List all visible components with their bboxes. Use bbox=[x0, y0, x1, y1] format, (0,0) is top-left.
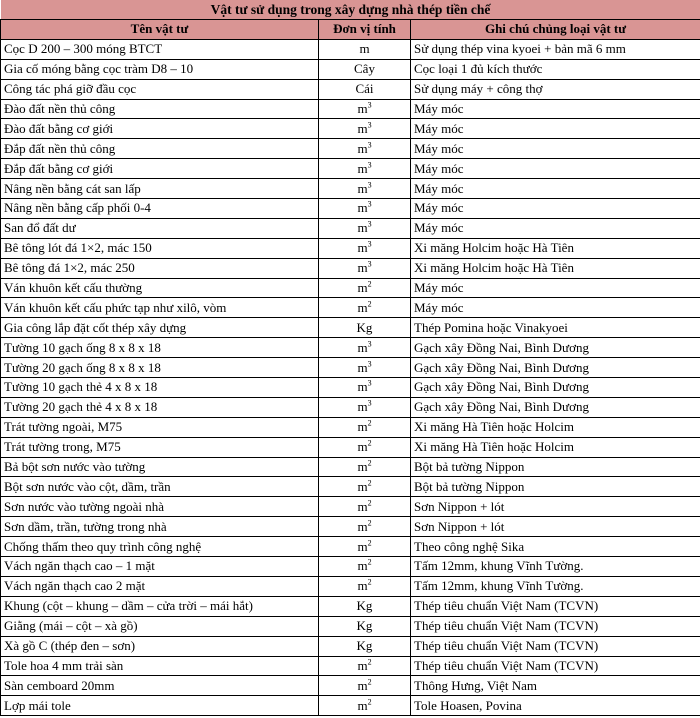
unit-cell bbox=[319, 477, 411, 497]
unit-exponent: 2 bbox=[367, 538, 372, 548]
material-name: Ván khuôn kết cấu thường bbox=[1, 278, 319, 298]
table-row bbox=[1, 258, 700, 278]
material-name: Gia cố móng bằng cọc tràm D8 – 10 bbox=[1, 59, 319, 79]
unit-exponent: 2 bbox=[367, 418, 372, 428]
material-note: Xi măng Holcim hoặc Hà Tiên bbox=[411, 258, 700, 278]
header-name: Tên vật tư bbox=[1, 20, 319, 40]
unit: m bbox=[357, 538, 368, 554]
unit: m bbox=[357, 518, 368, 534]
unit: m bbox=[357, 459, 368, 475]
material-note: Theo công nghệ Sika bbox=[411, 537, 700, 557]
material-name: Tường 10 gạch ống 8 x 8 x 18 bbox=[1, 338, 319, 358]
material-note: Máy móc bbox=[411, 298, 700, 318]
material-note: Máy móc bbox=[411, 119, 700, 139]
material-name: Đào đất bằng cơ giới bbox=[1, 119, 319, 139]
unit-exponent: 3 bbox=[367, 339, 372, 349]
material-name: Bột sơn nước vào cột, dầm, trần bbox=[1, 477, 319, 497]
unit: Kg bbox=[356, 319, 373, 335]
table-row bbox=[1, 199, 700, 219]
material-name: Trát tường ngoài, M75 bbox=[1, 417, 319, 437]
unit-exponent: 3 bbox=[367, 160, 372, 170]
unit: m bbox=[357, 677, 368, 693]
unit-cell bbox=[319, 656, 411, 676]
unit-exponent: 3 bbox=[367, 399, 372, 409]
unit: m bbox=[357, 120, 368, 136]
material-name: Công tác phá giỡ đầu cọc bbox=[1, 79, 319, 99]
table-row bbox=[1, 636, 700, 656]
material-note: Sử dụng thép vina kyoei + bản mã 6 mm bbox=[411, 39, 700, 59]
unit-cell bbox=[319, 636, 411, 656]
material-name: Xà gồ C (thép đen – sơn) bbox=[1, 636, 319, 656]
table-row bbox=[1, 218, 700, 238]
unit-cell bbox=[319, 417, 411, 437]
unit-exponent: 2 bbox=[367, 578, 372, 588]
unit: m bbox=[357, 478, 368, 494]
material-note: Cọc loại 1 đủ kích thước bbox=[411, 59, 700, 79]
header-note: Ghi chú chủng loại vật tư bbox=[411, 20, 700, 40]
unit: m bbox=[357, 140, 368, 156]
unit-exponent: 2 bbox=[367, 677, 372, 687]
material-note: Xi măng Holcim hoặc Hà Tiên bbox=[411, 238, 700, 258]
unit-cell bbox=[319, 159, 411, 179]
material-note: Sử dụng máy + công thợ bbox=[411, 79, 700, 99]
table-row bbox=[1, 298, 700, 318]
unit-cell bbox=[319, 397, 411, 417]
unit-exponent: 3 bbox=[367, 239, 372, 249]
unit-cell bbox=[319, 358, 411, 378]
material-note: Thép tiêu chuẩn Việt Nam (TCVN) bbox=[411, 656, 700, 676]
unit-exponent: 3 bbox=[367, 259, 372, 269]
material-name: Bê tông lót đá 1×2, mác 150 bbox=[1, 238, 319, 258]
material-name: Lợp mái tole bbox=[1, 696, 319, 716]
table-row bbox=[1, 318, 700, 338]
unit-cell bbox=[319, 39, 411, 59]
material-name: Bê tông đá 1×2, mác 250 bbox=[1, 258, 319, 278]
unit-exponent: 2 bbox=[367, 558, 372, 568]
unit-cell bbox=[319, 696, 411, 716]
unit-cell bbox=[319, 278, 411, 298]
unit-cell bbox=[319, 557, 411, 577]
unit-exponent: 3 bbox=[367, 200, 372, 210]
unit-cell bbox=[319, 497, 411, 517]
table-row bbox=[1, 39, 700, 59]
table-row bbox=[1, 358, 700, 378]
unit-exponent: 3 bbox=[367, 140, 372, 150]
material-note: Máy móc bbox=[411, 179, 700, 199]
material-note: Bột bả tường Nippon bbox=[411, 477, 700, 497]
material-note: Gạch xây Đồng Nai, Bình Dương bbox=[411, 338, 700, 358]
unit: m bbox=[357, 260, 368, 276]
unit-cell bbox=[319, 218, 411, 238]
unit-cell bbox=[319, 338, 411, 358]
table-row bbox=[1, 179, 700, 199]
table-row bbox=[1, 497, 700, 517]
unit-cell bbox=[319, 616, 411, 636]
unit-exponent: 2 bbox=[367, 438, 372, 448]
header-unit: Đơn vị tính bbox=[319, 20, 411, 40]
unit-cell bbox=[319, 119, 411, 139]
unit: m bbox=[357, 498, 368, 514]
unit-exponent: 3 bbox=[367, 120, 372, 130]
unit-exponent: 2 bbox=[367, 657, 372, 667]
unit-exponent: 2 bbox=[367, 518, 372, 528]
material-name: Vách ngăn thạch cao – 1 mặt bbox=[1, 557, 319, 577]
material-note: Thông Hưng, Việt Nam bbox=[411, 676, 700, 696]
material-note: Thép tiêu chuẩn Việt Nam (TCVN) bbox=[411, 636, 700, 656]
unit-cell bbox=[319, 238, 411, 258]
material-note: Máy móc bbox=[411, 139, 700, 159]
material-note: Gạch xây Đồng Nai, Bình Dương bbox=[411, 358, 700, 378]
table-row bbox=[1, 99, 700, 119]
material-name: Ván khuôn kết cấu phức tạp như xilô, vòm bbox=[1, 298, 319, 318]
material-name: Tường 20 gạch ống 8 x 8 x 18 bbox=[1, 358, 319, 378]
material-name: Tường 10 gạch thẻ 4 x 8 x 18 bbox=[1, 378, 319, 398]
material-note: Máy móc bbox=[411, 199, 700, 219]
unit-exponent: 2 bbox=[367, 279, 372, 289]
table-row bbox=[1, 79, 700, 99]
table-row bbox=[1, 417, 700, 437]
unit-exponent: 2 bbox=[367, 299, 372, 309]
material-note: Bột bả tường Nippon bbox=[411, 457, 700, 477]
unit-cell bbox=[319, 378, 411, 398]
unit-exponent: 3 bbox=[367, 379, 372, 389]
unit: Kg bbox=[356, 618, 373, 634]
material-name: Giằng (mái – cột – xà gồ) bbox=[1, 616, 319, 636]
unit: m bbox=[357, 200, 368, 216]
table-row bbox=[1, 397, 700, 417]
unit-cell bbox=[319, 576, 411, 596]
unit-cell bbox=[319, 79, 411, 99]
unit-cell bbox=[319, 199, 411, 219]
table-row bbox=[1, 338, 700, 358]
material-note: Máy móc bbox=[411, 159, 700, 179]
table-row bbox=[1, 278, 700, 298]
material-name: Vách ngăn thạch cao 2 mặt bbox=[1, 576, 319, 596]
material-note: Tấm 12mm, khung Vĩnh Tường. bbox=[411, 576, 700, 596]
unit-cell bbox=[319, 258, 411, 278]
unit-exponent: 2 bbox=[367, 478, 372, 488]
unit-cell bbox=[319, 298, 411, 318]
table-row bbox=[1, 576, 700, 596]
unit-exponent: 2 bbox=[367, 498, 372, 508]
unit: m bbox=[357, 280, 368, 296]
table-row bbox=[1, 437, 700, 457]
unit: Cây bbox=[354, 61, 375, 77]
unit-exponent: 3 bbox=[367, 359, 372, 369]
material-name: Bả bột sơn nước vào tường bbox=[1, 457, 319, 477]
unit: Kg bbox=[356, 598, 373, 614]
table-row bbox=[1, 119, 700, 139]
material-note: Thép tiêu chuẩn Việt Nam (TCVN) bbox=[411, 596, 700, 616]
unit: Cái bbox=[355, 81, 374, 97]
unit-exponent: 2 bbox=[367, 458, 372, 468]
material-name: Đắp đất nền thủ công bbox=[1, 139, 319, 159]
material-name: Cọc D 200 – 300 móng BTCT bbox=[1, 39, 319, 59]
table-row bbox=[1, 616, 700, 636]
unit-cell bbox=[319, 59, 411, 79]
unit-exponent: 2 bbox=[367, 697, 372, 707]
table-row bbox=[1, 676, 700, 696]
unit-exponent: 3 bbox=[367, 220, 372, 230]
material-note: Sơn Nippon + lót bbox=[411, 497, 700, 517]
material-note: Thép Pomina hoặc Vinakyoei bbox=[411, 318, 700, 338]
table-row bbox=[1, 696, 700, 716]
unit: m bbox=[357, 439, 368, 455]
table-body bbox=[1, 39, 700, 715]
table-row bbox=[1, 477, 700, 497]
material-note: Thép tiêu chuẩn Việt Nam (TCVN) bbox=[411, 616, 700, 636]
material-note: Xi măng Hà Tiên hoặc Holcim bbox=[411, 437, 700, 457]
table-row bbox=[1, 59, 700, 79]
material-note: Máy móc bbox=[411, 218, 700, 238]
table-row bbox=[1, 378, 700, 398]
table-row bbox=[1, 596, 700, 616]
unit: m bbox=[357, 359, 368, 375]
material-name: Nâng nền bằng cát san lấp bbox=[1, 179, 319, 199]
material-name: Tole hoa 4 mm trải sàn bbox=[1, 656, 319, 676]
unit: m bbox=[357, 339, 368, 355]
material-note: Xi măng Hà Tiên hoặc Holcim bbox=[411, 417, 700, 437]
table-title: Vật tư sử dụng trong xây dựng nhà thép tiền chế bbox=[1, 0, 700, 20]
unit: m bbox=[357, 379, 368, 395]
unit: m bbox=[357, 657, 368, 673]
table-row bbox=[1, 537, 700, 557]
unit-exponent: 3 bbox=[367, 180, 372, 190]
unit-cell bbox=[319, 596, 411, 616]
unit-cell bbox=[319, 517, 411, 537]
material-name: Chống thấm theo quy trình công nghệ bbox=[1, 537, 319, 557]
unit: m bbox=[357, 220, 368, 236]
table-row bbox=[1, 238, 700, 258]
unit: Kg bbox=[356, 638, 373, 654]
material-note: Tole Hoasen, Povina bbox=[411, 696, 700, 716]
table-row bbox=[1, 656, 700, 676]
unit: m bbox=[357, 160, 368, 176]
material-note: Máy móc bbox=[411, 278, 700, 298]
unit-cell bbox=[319, 139, 411, 159]
material-note: Máy móc bbox=[411, 99, 700, 119]
unit: m bbox=[357, 399, 368, 415]
material-note: Gạch xây Đồng Nai, Bình Dương bbox=[411, 397, 700, 417]
unit: m bbox=[357, 558, 368, 574]
unit: m bbox=[357, 240, 368, 256]
unit-cell bbox=[319, 99, 411, 119]
material-note: Gạch xây Đồng Nai, Bình Dương bbox=[411, 378, 700, 398]
unit: m bbox=[357, 101, 368, 116]
material-name: Đào đất nền thủ công bbox=[1, 99, 319, 119]
unit-cell bbox=[319, 676, 411, 696]
material-name: Tường 20 gạch thẻ 4 x 8 x 18 bbox=[1, 397, 319, 417]
material-name: Đắp đất bằng cơ giới bbox=[1, 159, 319, 179]
table-row bbox=[1, 159, 700, 179]
material-name: Sàn cemboard 20mm bbox=[1, 676, 319, 696]
material-name: Nâng nền bằng cấp phối 0-4 bbox=[1, 199, 319, 219]
unit: m bbox=[359, 41, 370, 57]
material-note: Tấm 12mm, khung Vĩnh Tường. bbox=[411, 557, 700, 577]
unit: m bbox=[357, 180, 368, 196]
unit-cell bbox=[319, 318, 411, 338]
material-name: San đổ đất dư bbox=[1, 218, 319, 238]
unit-cell bbox=[319, 457, 411, 477]
unit: m bbox=[357, 578, 368, 594]
material-name: Gia công lắp đặt cốt thép xây dựng bbox=[1, 318, 319, 338]
unit-cell bbox=[319, 179, 411, 199]
unit: m bbox=[357, 299, 368, 315]
table-row bbox=[1, 517, 700, 537]
table-row bbox=[1, 557, 700, 577]
unit-cell bbox=[319, 537, 411, 557]
material-name: Sơn nước vào tường ngoài nhà bbox=[1, 497, 319, 517]
unit: m bbox=[357, 697, 368, 713]
unit-cell bbox=[319, 437, 411, 457]
unit: m bbox=[357, 419, 368, 435]
table-row bbox=[1, 139, 700, 159]
material-name: Sơn dầm, trần, tường trong nhà bbox=[1, 517, 319, 537]
material-name: Trát tường trong, M75 bbox=[1, 437, 319, 457]
table-row bbox=[1, 457, 700, 477]
material-note: Sơn Nippon + lót bbox=[411, 517, 700, 537]
unit-exponent: 3 bbox=[367, 100, 372, 110]
material-name: Khung (cột – khung – dầm – cửa trời – mái hắt) bbox=[1, 596, 319, 616]
